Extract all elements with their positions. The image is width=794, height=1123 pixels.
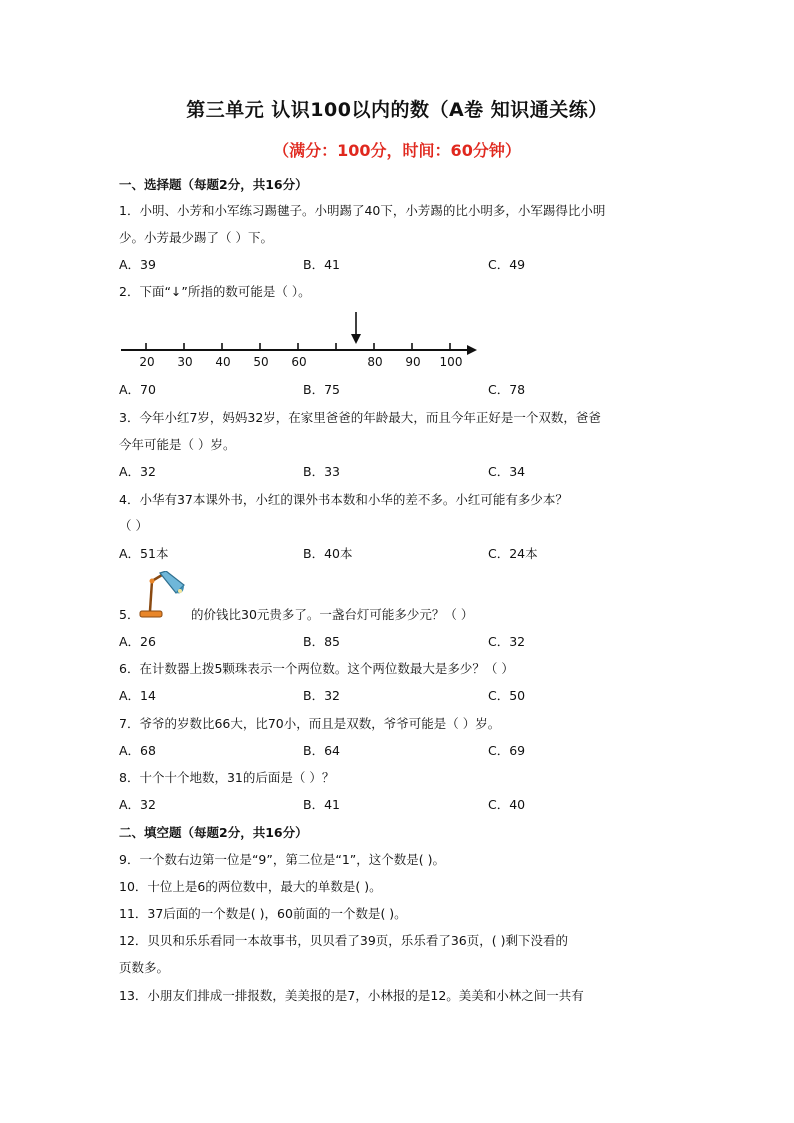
question-3-text-cont: 今年可能是（ ）岁。 [119, 437, 236, 452]
q1-option-b: B．41 [303, 257, 340, 272]
tick-label-100: 100 [439, 355, 463, 369]
q6-option-b: B．32 [303, 688, 340, 703]
q5-option-a: A．26 [119, 634, 156, 649]
page-subtitle: （满分：100分，时间：60分钟） [273, 141, 521, 160]
q4-option-a: A．51本 [119, 546, 169, 561]
q5-option-b: B．85 [303, 634, 340, 649]
page-title: 第三单元 认识100以内的数（A卷 知识通关练） [186, 99, 608, 121]
q2-option-c: C．78 [488, 382, 526, 397]
section-fill-heading: 二、填空题（每题2分，共16分） [119, 825, 308, 840]
question-1-text-cont: 少。小芳最少踢了（ ）下。 [119, 230, 273, 245]
question-3-text: 3．今年小红7岁，妈妈32岁，在家里爸爸的年龄最大，而且今年正好是一个双数，爸爸 [119, 410, 601, 425]
q7-option-b: B．64 [303, 743, 340, 758]
question-12-text-cont: 页数多。 [119, 960, 170, 975]
tick-label-60: 60 [291, 355, 307, 369]
tick-label-90: 90 [405, 355, 421, 369]
tick-label-30: 30 [177, 355, 193, 369]
question-2-text: 2．下面“↓”所指的数可能是（ ）。 [119, 284, 311, 299]
tick-label-50: 50 [253, 355, 269, 369]
q8-option-c: C．40 [488, 797, 526, 812]
q3-option-b: B．33 [303, 464, 340, 479]
question-5-number: 5． [119, 607, 140, 622]
q5-option-c: C．32 [488, 634, 526, 649]
q7-option-c: C．69 [488, 743, 526, 758]
question-11-text: 11．37后面的一个数是( )，60前面的一个数是( )。 [119, 906, 407, 921]
q1-option-c: C．49 [488, 257, 526, 272]
q8-option-a: A．32 [119, 797, 156, 812]
question-1-text: 1．小明、小芳和小军练习踢毽子。小明踢了40下，小芳踢的比小明多，小军踢得比小明 [119, 203, 606, 218]
q4-option-c: C．24本 [488, 546, 538, 561]
question-5-text: 的价钱比30元贵多了。一盏台灯可能多少元？（ ） [191, 607, 474, 622]
tick-label-20: 20 [139, 355, 155, 369]
question-13-text: 13．小朋友们排成一排报数，美美报的是7，小林报的是12。美美和小林之间一共有 [119, 988, 584, 1003]
desk-lamp-icon [134, 571, 192, 621]
q6-option-c: C．50 [488, 688, 526, 703]
pointer-arrow-icon [351, 334, 361, 344]
section-choice-heading: 一、选择题（每题2分，共16分） [119, 177, 308, 192]
q2-option-a: A．70 [119, 382, 156, 397]
question-6-text: 6．在计数器上拨5颗珠表示一个两位数。这个两位数最大是多少？（ ） [119, 661, 514, 676]
question-12-text: 12．贝贝和乐乐看同一本故事书，贝贝看了39页，乐乐看了36页，( )剩下没看的 [119, 933, 568, 948]
q2-option-b: B．75 [303, 382, 340, 397]
q4-option-b: B．40本 [303, 546, 353, 561]
number-line-arrowhead [467, 345, 477, 355]
q3-option-c: C．34 [488, 464, 526, 479]
question-10-text: 10．十位上是6的两位数中，最大的单数是( )。 [119, 879, 382, 894]
q3-option-a: A．32 [119, 464, 156, 479]
question-4-text: 4．小华有37本课外书，小红的课外书本数和小华的差不多。小红可能有多少本？ [119, 492, 568, 507]
tick-label-80: 80 [367, 355, 383, 369]
number-line [115, 310, 485, 374]
question-4-text-cont: （ ） [119, 518, 148, 533]
q1-option-a: A．39 [119, 257, 156, 272]
question-8-text: 8．十个十个地数，31的后面是（ ）？ [119, 770, 335, 785]
tick-label-40: 40 [215, 355, 231, 369]
question-9-text: 9．一个数右边第一位是“9”，第二位是“1”，这个数是( )。 [119, 852, 445, 867]
q7-option-a: A．68 [119, 743, 156, 758]
question-7-text: 7．爷爷的岁数比66大，比70小，而且是双数，爷爷可能是（ ）岁。 [119, 716, 501, 731]
q8-option-b: B．41 [303, 797, 340, 812]
q6-option-a: A．14 [119, 688, 156, 703]
